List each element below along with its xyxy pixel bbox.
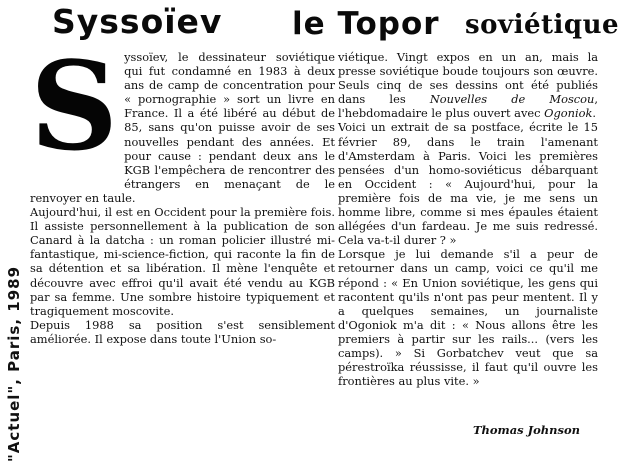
paragraph-today: Aujourd'hui, il est en Occident pour la première fois. Il assiste personnellement à la publication de son Canard à la datcha : un roman policier illustré mi-fantastique, mi-science-fiction, qui raconte la fin de sa détention et sa libération. Il mène l'enquête et découvre avec effroi qu'il avait été vendu au KGB par sa femme. Une sombre histoire typiquement et tragiquement moscovite.	[30, 205, 335, 318]
headline-part-1: Syssoïev	[52, 2, 223, 41]
article-column-left	[30, 34, 335, 346]
author-signature: Thomas Johnson	[472, 423, 580, 437]
text-run: , l'hebdomadaire le plus ouvert avec	[338, 92, 598, 121]
article-column-right	[338, 50, 598, 388]
publication-title: Nouvelles de Moscou	[429, 92, 595, 107]
headline	[50, 2, 619, 46]
side-credit-text: "Actuel", Paris, 1989	[5, 265, 24, 462]
text-run: viétique. Vingt expos en un an, mais la presse soviétique boude toujours son œuvre. Seuls cinq de ses dessins ont été publiés dans les	[338, 50, 598, 107]
paragraph-exhibitions	[338, 50, 598, 120]
headline-part-3: soviétique	[465, 10, 619, 40]
paragraph-intro: yssoïev, le dessinateur soviétique qui fut condamné en 1983 à deux ans de camp de concentration pour « pornographie » sort un livre en France. Il a été libéré au début de 85, sans qu'on puisse avoir de ses nouvelles pendant des années. Et pour cause : pendant deux ans le KGB l'empêchera de rencontrer des étrangers en menaçant de le renvoyer en taule.	[30, 50, 335, 205]
headline-part-2: le Topor	[292, 6, 440, 42]
paragraph-postface: Voici un extrait de sa postface, écrite le 15 février 89, dans le train l'amenant d'Amsterdam à Paris. Voici les premières pensées d'un homo-soviéticus débarquant en Occident : « Aujourd'hui, pour la première fois de ma vie, je me sens un homme libre, comme si mes épaules étaient allégées d'un fardeau. Je me suis redressé. Cela va-t-il durer ? »	[338, 120, 598, 248]
side-credit	[4, 265, 24, 462]
dropcap: S	[30, 34, 119, 178]
publication-title: Ogoniok	[544, 106, 593, 121]
paragraph-since-1988: Depuis 1988 sa position s'est sensiblement améliorée. Il expose dans toute l'Union so-	[30, 317, 335, 346]
paragraph-interview: Lorsque je lui demande s'il a peur de retourner dans un camp, voici ce qu'il me répond : « En Union soviétique, les gens qui racontent qu'ils n'ont pas peur mentent. Il y a quelques semaines, un journaliste d'Ogoniok m'a dit : « Nous allons être les premiers à partir sur les rails... (vers les camps). » Si Gorbatchev veut que sa pérestroïka réussisse, il faut qu'il ouvre les frontières au plus vite. »	[338, 247, 598, 389]
text-run: .	[592, 106, 596, 121]
